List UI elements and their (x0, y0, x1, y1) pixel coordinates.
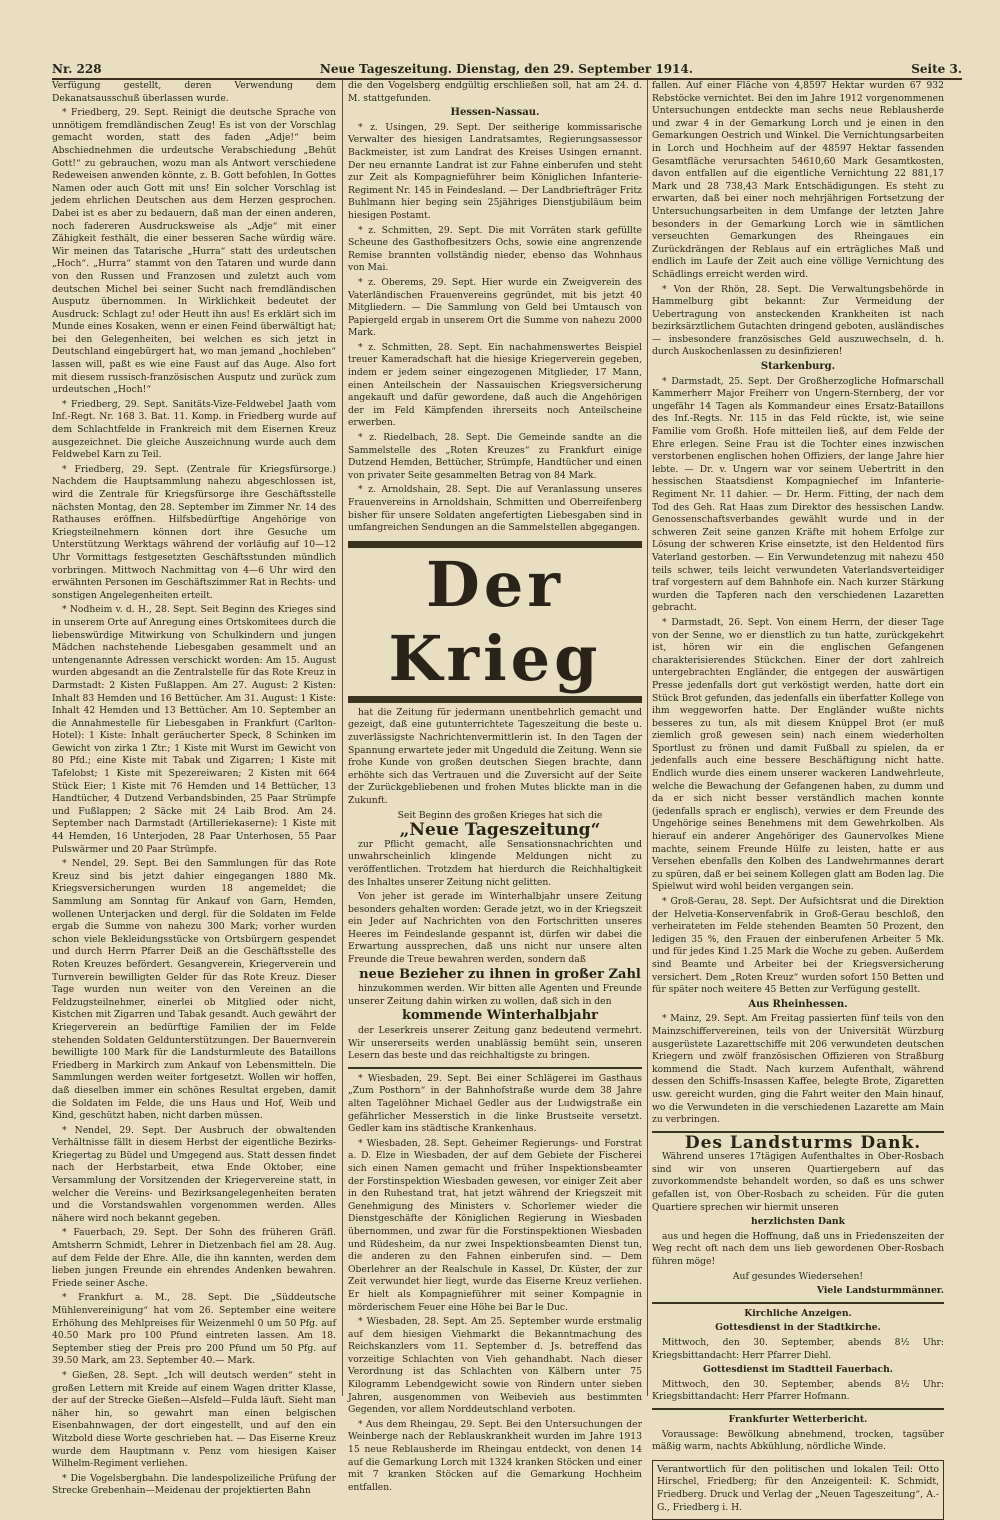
ad-text: hat die Zeitung für jedermann unentbehrlich gemacht und gezeigt, daß eine gutunterrichtete Tageszeitung die beste u. zuverlässigste Nachrichtenvermittlerin ist. In den Tagen der Spannung erwartete jeder mit Ungeduld die Zeitung. Wenn sie frohe Kunde von großen deutschen Siegen brachte, dann erhöhte sich das Vertrauen und die Zuversicht auf der Seite der Zurückgebliebenen und frohen Mutes blickte man in die Zukunft. (348, 706, 642, 806)
article: * Darmstadt, 25. Sept. Der Großherzogliche Hofmarschall Kammerherr Major Freiherr von Ungern-Sternberg, der vor ungefähr 14 Tagen als Kommandeur eines Ersatz-Bataillons des Inf.-Regts. Nr. 115 in das Feld rückte, ist, wie seine Familie vom Großh. Hofe mitteilen ließ, auf dem Felde der Ehre erlegen. Seine Frau ist die Tochter eines inzwischen verstorbenen englischen hohen Offiziers, der lange Jahre hier lebte. — Dr. v. Ungern war vor seinem Uebertritt in den hessischen Staatsdienst Kompagniechef im Infanterie-Regiment Nr. 11 dahier. — Dr. Herm. Fitting, der nach dem Tod des Geh. Rat Haas zum Direktor des hessischen Landw. Genossenschaftsverbandes gewählt wurde und in der schweren Zeit seine ganzen Kräfte mit hohem Erfolge zur Lösung der schweren Krise einsetzte, ist den Heldentod fürs Vaterland gestorben. — Ein Verwundetenzug mit nahezu 450 teils schwer, teils leicht verwundeten Vaterlandsverteidiger traf vorgestern auf dem Bahnhofe ein. Nach kurzer Stärkung wurden die Tapferen nach den verschiedenen Lazaretten gebracht. (652, 375, 944, 614)
column-rule-1 (342, 80, 343, 1396)
ad-text: hinzukommen werden. Wir bitten alle Agenten und Freunde unserer Zeitung dahin wirken zu wollen, daß sich in den (348, 983, 642, 1007)
article: * z. Arnoldshain, 28. Sept. Die auf Veranlassung unseres Frauenvereins in Arnoldshain, Schmitten und Oberreifenberg bisher für unsere Soldaten angefertigten Liebesgaben sind in umfangreichen Sendungen an die Sammelstellen abgegangen. (348, 484, 642, 534)
notice-title: Des Landsturms Dank. (684, 1132, 922, 1153)
article: * Wiesbaden, 28. Sept. Am 25. September wurde erstmalig auf dem hiesigen Viehmarkt die Bekanntmachung des Reichskanzlers vom 11. September d. Js. betreffend das vorzeitige Schlachten von Vieh gehandhabt. Nach dieser Verordnung ist das Schlachten von Kälbern unter 75 Kilogramm Lebendgewicht sowie von Rindern unter sieben Jahren, ausgenommen von Weibevieh aus bestimmten Gegenden, vor allem Norddeutschland verboten. (348, 1316, 642, 1416)
issue-number: Nr. 228 (52, 62, 102, 76)
imprint: Verantwortlich für den politischen und lokalen Teil: Otto Hirschel, Friedberg; für den Anzeigenteil: K. Schmidt, Friedberg. Druck und Verlag der „Neuen Tageszeitung“, A.-G., Friedberg i. H. (657, 1463, 939, 1513)
weather-title: Frankfurter Wetterbericht. (728, 1413, 868, 1425)
ad-text: zur Pflicht gemacht, alle Sensationsnachrichten und unwahrscheinlich klingende Meldungen nicht zu veröffentlichen. Trotzdem hat hierdurch die Reichhaltigkeit des Inhaltes unserer Zeitung nicht gelitten. (348, 838, 642, 888)
article: * Mainz, 29. Sept. Am Freitag passierten fünf teils von den Mainzschiffervereinen, teils von der Universität Würzburg ausgerüstete Lazarettschiffe mit 206 verwundeten deutschen Kriegern und zwölf französischen Offizieren von Straßburg kommend die Stadt. Nach kurzem Aufenthalt, während dessen den Schiffs-Insassen Kaffee, belegte Brote, Zigaretten usw. gereicht wurden, ging die Fahrt weiter den Main hinauf, wo die Verwundeten in die verschiedenen Lazarette am Main zu verbringen. (652, 1013, 944, 1126)
advertisement-box (348, 541, 642, 703)
article: * Friedberg, 29. Sept. Sanitäts-Vize-Feldwebel Jaath vom Inf.-Regt. Nr. 168 3. Bat. 11. Komp. in Friedberg wurde auf dem Schlachtfelde in Frankreich mit dem Eisernen Kreuz ausgezeichnet. Die gleiche Auszeichnung wurde auch dem Feldwebel Karn zu Teil. (52, 398, 336, 461)
article: * Wiesbaden, 28. Sept. Geheimer Regierungs- und Forstrat a. D. Elze in Wiesbaden, der auf dem Gebiete der Fischerei sich einen Namen gemacht und früher Inspektionsbeamter der Forstinspektion Wiesbaden gewesen, vor einiger Zeit aber in den Ruhestand trat, hat jetzt während der Kriegszeit mit Genehmigung des Ministers v. Schorlemer wieder die Dienstgeschäfte der Königlichen Regierung in Wiesbaden übernommen, und zwar für die Forstinspektionen Wiesbaden und Rüdesheim, da nur zwei Inspektionsbeamten Dienst tun, die anderen zu den Fahnen einberufen sind. — Dem Oberlehrer an der Realschule in Kassel, Dr. Küster, der zur Zeit verwundet hier liegt, wurde das Eiserne Kreuz verliehen. Er hielt als Kompagnieführer mit seiner Kompagnie in mörderischem Feuer eine Höhe bei Bar le Duc. (348, 1137, 642, 1313)
article: fallen. Auf einer Fläche von 4,8597 Hektar wurden 67 932 Rebstöcke vernichtet. Bei den im Jahre 1912 vorgenommenen Untersuchungen entdeckte man sechs neue Reblausherde und zwar 4 in der Gemarkung Lorch und je einen in den Gemarkungen Oestrich und Winkel. Die Vernichtungsarbeiten in Lorch und Hochheim auf der 48597 Hektar fassenden Gesamtfläche verursachten 54610,60 Mark Gesamtkosten, davon entfallen auf die eigentliche Vernichtung 22 881,17 Mark und 28 738,43 Mark Entschädigungen. Es steht zu erwarten, daß bei einer noch mehrjährigen Fortsetzung der Untersuchungsarbeiten in dem Umfange der letzten Jahre besonders in der Gemarkung Lorch wie in sämtlichen verseuchten Gemarkungen des Rheingaues ein Zurückdrängen der Reblaus auf ein erträgliches Maß und endlich im Laufe der Zeit auch eine völlige Vernichtung des Schädlings erreicht werden wird. (652, 80, 944, 280)
divider (652, 1302, 944, 1304)
masthead-line: Neue Tageszeitung. Dienstag, den 29. September 1914. (319, 62, 693, 76)
church-text: Mittwoch, den 30. September, abends 8½ Uhr: Kriegsbittandacht: Herr Pfarrer Diehl. (652, 1337, 944, 1361)
ad-newspaper-name: „Neue Tageszeitung“ (399, 820, 601, 841)
notice-signature: Viele Landsturmmänner. (816, 1285, 944, 1297)
church-text: Mittwoch, den 30. September, abends 8½ Uhr: Kriegsbittandacht: Herr Pfarrer Hofmann. (652, 1378, 944, 1403)
page-header (52, 56, 962, 80)
article: * Nendel, 29. Sept. Der Ausbruch der obwaltenden Verhältnisse fällt in diesem Herbst der eigentliche Bezirks-Kriegertag zu Büdel und Umgegend aus. Statt dessen findet nach der Herbstarbeit, etwa Ende Oktober, eine Versammlung der Vorsitzenden der Kriegervereine statt, in welcher die Vereins- und Bezirksangelegenheiten beraten und die Vorstandswahlen vorgenommen werden. Alles nähere wird noch bekannt gegeben. (52, 1124, 336, 1224)
ad-text: der Leserkreis unserer Zeitung ganz bedeutend vermehrt. Wir unsererseits werden unablässig bemüht sein, unseren Lesern das beste und das reichhaltigste zu bringen. (348, 1025, 642, 1062)
article: * Frankfurt a. M., 28. Sept. Die „Süddeutsche Mühlenvereinigung“ hat vom 26. September eine weitere Erhöhung des Mehlpreises für Weizenmehl 0 um 50 Pfg. auf 40.50 Mark pro 100 Pfund eintreten lassen. Am 18. September stieg der Preis pro 200 Pfund um 50 Pfg. auf 39.50 Mark, am 23. September 40.— Mark. (52, 1292, 336, 1367)
article: * Friedberg, 29. Sept. Reinigt die deutsche Sprache von unnötigem fremdländischen Zeug! Es ist von der Vorschlag gemacht worden, statt des faden „Adje!“ beim Abschiednehmen die urdeutsche Verabschiedung „Behüt Gott!“ zu gebrauchen, wozu man als Antwort verschiedene Redeweisen anwenden könnte, z. B. Gott befohlen, In Gottes Namen oder auch Gott mit uns! Ein solcher Vorschlag ist jedem ehrlichen Deutschen aus dem Herzen gesprochen. Dabei ist es aber zu bedauern, daß man der einen anderen, noch fadereren Ausdrucksweise als „Adje“ mit einer Zähigkeit festhält, die einer besseren Sache würdig wäre. Wir meinen das Tatarische „Hurra“ statt des urdeutschen „Hoch“. „Hurra“ stammt von den Tataren und wurde dann von den Russen und Franzosen und zuletzt auch vom deutschen Michel bei seiner Sucht nach fremdländischen Ausputz übernommen. In Wirklichkeit bedeutet der Ausdruck: Schlagt zu! oder Heutt ihn aus! Es erklärt sich im Munde eines Kosaken, wenn er einen Feind überwältigt hat; bei den Gelegenheiten, bei welchen es sich jetzt in Deutschland eingebürgert hat, wo man jemand „hochleben“ lassen will, paßt es wie eine Faust auf das Auge. Also fort mit diesem russisch-französischen Ausputz und zurück zum urdeutschen „Hoch!“ (52, 107, 336, 396)
article: * Aus dem Rheingau, 29. Sept. Bei den Untersuchungen der Weinberge nach der Reblauskrankheit wurden im Jahre 1913 15 neue Reblausherde im Rheingau entdeckt, von denen 14 auf die Gemarkung Lorch mit 1324 kranken Stöcken und einer mit 7 kranken Stöcken auf die Gemarkung Hochheim entfallen. (348, 1418, 642, 1493)
article: * Gießen, 28. Sept. „Ich will deutsch werden“ steht in großen Lettern mit Kreide auf einem Wagen dritter Klasse, der auf der Strecke Gießen—Alsfeld—Fulda läuft. Sieht man näher hin, so gewahrt man einen belgischen Eisenbahnwagen, der dort eingestellt, und auf den ein Witzbold diese Worte geschrieben hat. — Das Eiserne Kreuz wurde dem Hauptmann v. Penz vom hiesigen Kaiser Wilhelm-Regiment verliehen. (52, 1369, 336, 1470)
article: * Darmstadt, 26. Sept. Von einem Herrn, der dieser Tage von der Senne, wo er dienstlich zu tun hatte, zurückgekehrt ist, hören wir ein die englischen Gefangenen charakterisierendes Stückchen. Einer der dort zahlreich untergebrachten Engländer, die entgegen der auswärtigen Presse jedenfalls dort gut verköstigt werden, hatte dort ein Stück Brot gefunden, das jedenfalls ein überfatter Kollege von ihm weggeworfen hatte. Der Engländer wußte nichts besseres zu tun, als mit diesem Knüppel Brot (er muß ziemlich groß gewesen sein) nach einem wiederholten Sportlust zu frönen und damit Fußball zu spielen, da er jedenfalls auch eine bessere Beschäftigung nicht hatte. Endlich wurde dies einem unserer wackeren Landwehrleute, welche die Bewachung der Gefangenen haben, zu dumm und da er sich nicht besser verständlich machen konnte (jedenfalls sprach er englisch), verwies er dem Freunde des Ungehörige seines Benehmens mit dem Gewehrkolben. Als hierauf ein anderer Angehöriger des Gaunervolkes Miene machte, seinem Freunde Hülfe zu leisten, hatte er aus Versehen ebenfalls den Kolben des Landwehrmannes derart zu spüren, daß er bei seinem Kollegen glatt am Boden lag. Die Spielwut wird wohl beiden vergangen sein. (652, 616, 944, 893)
article: * z. Schmitten, 29. Sept. Die mit Vorräten stark gefüllte Scheune des Gasthofbesitzers Ochs, sowie eine angrenzende Remise brannten vollständig nieder, ebenso das Wohnhaus von Mai. (348, 224, 642, 274)
notice-text: aus und hegen die Hoffnung, daß uns in Friedenszeiten der Weg recht oft nach dem uns lieb gewordenen Ober-Rosbach führen möge! (652, 1230, 944, 1268)
column-2 (348, 80, 642, 1493)
church-subtitle: Gottesdienst im Stadtteil Fauerbach. (703, 1364, 893, 1376)
section-heading: Aus Rheinhessen. (748, 998, 848, 1010)
imprint-box (652, 1460, 944, 1520)
section-heading: Starkenburg. (760, 361, 836, 373)
ad-highlight: neue Bezieher zu ihnen in großer Zahl (359, 966, 641, 982)
ad-headline: Der Krieg (388, 547, 602, 695)
divider (652, 1408, 944, 1410)
article: die den Vogelsberg endgültig erschließen soll, hat am 24. d. M. stattgefunden. (348, 80, 642, 104)
column-1 (52, 80, 336, 1497)
article: * Nodheim v. d. H., 28. Sept. Seit Beginn des Krieges sind in unserem Orte auf Anregung eines Ortskomitees durch die liebenswürdige Mitwirkung von Schulkindern und jungen Mädchen nachstehende Liebesgaben gesammelt und an untengenannte Adressen verschickt worden: Am 15. August wurden abgesandt an die Zentralstelle für das Rote Kreuz in Darmstadt: 2 Kisten Fußlappen. Am 27. August: 2 Kisten: Inhalt 83 Hemden und 16 Bettücher. Am 31. August: 1 Kiste: Inhalt 42 Hemden und 13 Bettücher. Am 10. September an die Annahmestelle für Liebesgaben in Frankfurt (Carlton-Hotel): 1 Kiste: Inhalt geräucherter Speck, 8 Schinken im Gewicht von zirka 1 Ztr.; 1 Kiste mit Wurst im Gewicht von 80 Pfd.; eine Kiste mit Tabak und Zigarren; 1 Kiste mit Tafelobst; 1 Kiste mit Spezereiwaren; 2 Kisten mit 664 Stück Eier; 1 Kiste mit 76 Hemden und 14 Bettücher, 13 Handtücher, 4 Dutzend Verbandsbinden, 25 Paar Strümpfe und Fußlappen; 2 Säcke mit 24 Laib Brod. Am 24. September nach Darmstadt (Artilleriekaserne): 1 Kiste mit 44 Hemden, 16 Unterjoden, 28 Paar Unterhosen, 55 Paar Pulswärmer und 20 Paar Strümpfe. (52, 604, 336, 855)
article: * z. Oberems, 29. Sept. Hier wurde ein Zweigverein des Vaterländischen Frauenvereins gegründet, mit bis jetzt 40 Mitgliedern. — Die Sammlung von Geld bei Umtausch von Papiergeld ergab in unserem Ort die Summe von nahezu 2000 Mark. (348, 276, 642, 339)
article: * Von der Rhön, 28. Sept. Die Verwaltungsbehörde in Hammelburg gibt bekannt: Zur Vermeidung der Uebertragung von ansteckenden Krankheiten ist nach bezirksärztlichem Gutachten dringend geboten, ausländisches — insbesondere französisches Geld auszuwechseln, d. h. durch Auskochenlassen zu desinfizieren! (652, 283, 944, 358)
page-number: Seite 3. (911, 62, 962, 76)
article: * Friedberg, 29. Sept. (Zentrale für Kriegsfürsorge.) Nachdem die Hauptsammlung nahezu abgeschlossen ist, wird die Zentrale für Kriegsfürsorge ihre Geschäftsstelle nächsten Montag, den 28. September im Zimmer Nr. 14 des Rathauses eröffnen. Hilfsbedürftige Angehörige von Kriegsteilnehmern können dort ihre Gesuche um Unterstützung Werktags während der vorläufig auf 10—12 Uhr Vormittags festgesetzten Geschäftsstunden mündlich vorbringen. Mittwoch Nachmittag von 4—6 Uhr wird den erwähnten Personen im Geschäftszimmer Rat in Rechts- und sonstigen Angelegenheiten erteilt. (52, 463, 336, 601)
church-subtitle: Gottesdienst in der Stadtkirche. (715, 1322, 881, 1334)
article: * Fauerbach, 29. Sept. Der Sohn des früheren Gräfl. Amtsherrn Schmidt, Lehrer in Dietzenbach fiel am 28. Aug. auf dem Felde der Ehre. Alle, die ihn kannten, werden dem lieben jungen Freunde ein ehrendes Andenken bewahren. Friede seiner Asche. (52, 1227, 336, 1289)
article: Verfügung gestellt, deren Verwendung dem Dekanatsausschuß überlassen wurde. (52, 80, 336, 104)
section-heading: Hessen-Nassau. (450, 107, 540, 119)
church-title: Kirchliche Anzeigen. (744, 1307, 852, 1319)
article: * Die Vogelsbergbahn. Die landespolizeiliche Prüfung der Strecke Grebenhain—Meidenau der projektierten Bahn (52, 1472, 336, 1497)
column-rule-2 (647, 80, 648, 1396)
notice-text: Auf gesundes Wiedersehen! (732, 1270, 864, 1282)
column-3 (652, 80, 944, 1513)
article: * z. Riedelbach, 28. Sept. Die Gemeinde sandte an die Sammelstelle des „Roten Kreuzes“ zu Frankfurt einige Dutzend Hemden, Bettücher, Strümpfe, Handtücher und einen von privater Seite gesammelten Betrag von 84 Mark. (348, 432, 642, 481)
weather-text: Voraussage: Bewölkung abnehmend, trocken, tagsüber mäßig warm, nachts Abkühlung, nördliche Winde. (652, 1428, 944, 1453)
article: * z. Schmitten, 28. Sept. Ein nachahmenswertes Beispiel treuer Kameradschaft hat die hiesige Kriegerverein gegeben, indem er jedem seiner eingezogenen Mitglieder, 17 Mann, einen Anteilschein der Nassauischen Kriegsversicherung angekauft und dafür gewordene, daß auch die Angehörigen der im Feld Kämpfenden ihrerseits noch Anteilscheine erwerben. (348, 341, 642, 429)
ad-text: Seit Beginn des großen Krieges hat sich die (397, 809, 603, 821)
article: * Nendel, 29. Sept. Bei den Sammlungen für das Rote Kreuz sind bis jetzt dahier eingegangen 1880 Mk. Kriegsversicherungen wurden 18 angemeldet; die Sammlung am Sonntag für Ankauf von Garn, Hemden, wollenen Unterjacken und dergl. für die Soldaten im Felde ergab die Summe von nahezu 300 Mark; vorher wurden schon viele Bekleidungsstücke von Ortsbürgern gespendet und durch Herrn Pfarrer Deiß an die Geschäftsstelle des Roten Kreuzes befördert. Gesangverein, Kriegerverein und Turnverein bewilligten Gelder für das Rote Kreuz. Dieser Tage wurden nun weiter von den Vereinen an die Feldzugsteilnehmer, einerlei ob Mitglied oder nicht, Kistchen mit Zigarren und Tabak gesandt. Auch gewährt der Kriegerverein an bedürftige Familien der im Felde stehenden Soldaten Geldunterstützungen. Der Bauernverein bewilligte 100 Mark für die Landsturmleute des Bataillons Friedberg in Markirch zum Ankauf von Lebensmitteln. Die Sammlungen werden weiter fortgesetzt. Wollen wir hoffen, daß dieselben immer ein schönes Resultat ergeben, damit die Soldaten im Felde, die uns Haus und Hof, Weib und Kind, geschützt haben, nicht darben müssen. (52, 858, 336, 1122)
notice-text: Während unseres 17tägigen Aufenthaltes in Ober-Rosbach sind wir von unseren Quartiergebern auf das zuvorkommendste behandelt worden, so daß es uns schwer gefallen ist, von Ober-Rosbach zu scheiden. Für die guten Quartiere sprechen wir hiermit unseren (652, 1151, 944, 1213)
divider (348, 1067, 642, 1069)
article: * z. Usingen, 29. Sept. Der seitherige kommissarische Verwalter des hiesigen Landratsamtes, Regierungsassessor Backmeister, ist zum Landrat des Kreises Usingen ernannt. Der neu ernannte Landrat ist zur Fahne einberufen und steht zur Zeit als Kompagnieführer beim Königlichen Infanterie-Regiment Nr. 145 in Feindesland. — Der Landbriefträger Fritz Buhlmann hier beging sein 25jähriges Dienstjubiläum beim hiesigen Postamt. (348, 121, 642, 221)
ad-highlight: kommende Winterhalbjahr (401, 1008, 598, 1024)
article: * Groß-Gerau, 28. Sept. Der Aufsichtsrat und die Direktion der Helvetia-Konservenfabrik in Groß-Gerau beschloß, den verheirateten im Felde stehenden Beamten 50 Prozent, den ledigen 35 %, den Frauen der einberufenen Arbeiter 5 Mk. und für jedes Kind 1.25 Mark die Woche zu geben. Außerdem sind Beamte und Arbeiter bei der Kriegsversicherung versichert. Dem „Roten Kreuz“ wurden sofort 150 Betten und für später noch weitere 45 Betten zur Verfügung gestellt. (652, 896, 944, 996)
article: * Wiesbaden, 29. Sept. Bei einer Schlägerei im Gasthaus „Zum Posthorn“ in der Bahnhofstraße wurde dem 38 Jahre alten Tagelöhner Michael Gedler aus der Ludwigstraße ein gefährlicher Messerstich in die linke Brustseite versetzt. Gedler kam ins städtische Krankenhaus. (348, 1072, 642, 1135)
ad-text: Von jeher ist gerade im Winterhalbjahr unsere Zeitung besonders gehalten worden: Gerade jetzt, wo in der Kriegszeit ein Jeder auf Nachrichten von den Fortschritten unseres Heeres im Feindeslande gespannt ist, dürfen wir dabei die Erwartung aussprechen, daß uns nicht nur unsere alten Freunde die Treue bewahren werden, sondern daß (348, 891, 642, 966)
notice-text: herzlichsten Dank (751, 1216, 845, 1228)
